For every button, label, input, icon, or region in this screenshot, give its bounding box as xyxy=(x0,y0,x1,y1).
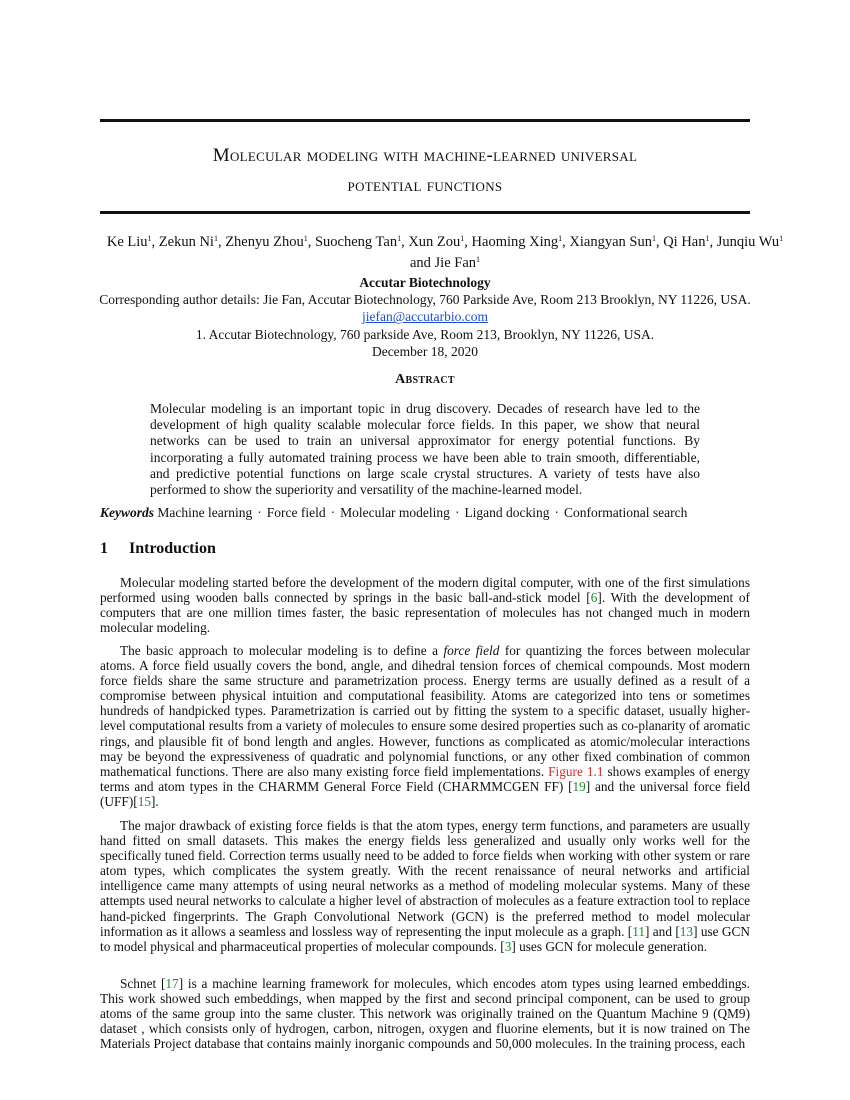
keyword-item: Conformational search xyxy=(564,505,688,520)
paragraph-3: The major drawback of existing force fields is that the atom types, energy term functions, and parameters are usually hand fitted on small datasets. This makes the energy fields less generalized and usually only works well for the specifically tuned field. Correction terms usually need to be added to force fields when working with other system or rare atom types, which complicates the system greatly. With the recent renaissance of neural networks and artificial intelligence came many attempts of using neural networks as a method of modeling molecular systems. Many of these attempts used neural networks to calculate a higher level of abstraction of molecules as a feature extraction tool to replace hand-picked fingerprints. The Graph Convolutional Network (GCN) is the preferred method to model molecular information as it allows a seamless and lossless way of representing the input molecule as a graph. [11] and [13] use GCN to model physical and pharmaceutical properties of molecular compounds. [3] uses GCN for molecule generation. xyxy=(100,818,750,954)
section-number: 1 xyxy=(100,540,108,557)
keywords-line xyxy=(100,505,750,521)
author-name: Xun Zou$^1$ xyxy=(408,234,465,250)
keyword-item: Machine learning xyxy=(157,505,253,520)
author-name: Jie Fan$^1$ xyxy=(434,255,481,271)
author-name: Qi Han$^1$ xyxy=(663,234,710,250)
author-list: Ke Liu$^1$, Zekun Ni$^1$, Zhenyu Zhou$^1$, Suocheng Tan$^1$, Xun Zou$^1$, Haoming Xing$^1$, Xiangyan Sun$^1$, Qi Han$^1$, Junqiu Wu$^1$ and Jie Fan$^1$ xyxy=(106,234,784,271)
affiliation-address: 1. Accutar Biotechnology, 760 parkside Ave, Room 213, Brooklyn, NY 11226, USA. xyxy=(195,326,655,342)
author-affiliation-mark: 1 xyxy=(651,234,656,243)
author-affiliation-mark: 1 xyxy=(460,234,465,243)
emphasis-force-field: force field xyxy=(443,643,500,658)
author-name: Xiangyan Sun$^1$ xyxy=(569,234,656,250)
citation-link[interactable]: 19 xyxy=(572,778,586,794)
keywords-items xyxy=(157,505,687,520)
abstract-text: Molecular modeling is an important topic in drug discovery. Decades of research have led to the development of high quality scalable molecular force fields. In this paper, we show that neural networks can be used to train an universal approximator for energy potential functions. By incorporating a fully automated training process we have been able to train smooth, differentiable, and predictive potential functions on large scale crystal structures. A variety of tests have also performed to show the superiority and versatility of the machine-learned model. xyxy=(150,401,700,498)
citation-link[interactable]: 13 xyxy=(679,923,694,939)
section-heading xyxy=(100,540,750,558)
citation-link[interactable]: 15 xyxy=(137,793,151,809)
figure-reference-link[interactable]: Figure 1.1 xyxy=(548,763,604,779)
author-name: Junqiu Wu$^1$ xyxy=(716,234,784,250)
author-affiliation-mark: 1 xyxy=(558,234,563,243)
author-affiliation-mark: 1 xyxy=(147,234,152,243)
corresponding-author: Corresponding author details: Jie Fan, Accutar Biotechnology, 760 Parkside Ave, Room 213 Brooklyn, NY 11226, USA. xyxy=(99,292,751,308)
citation-link[interactable]: 17 xyxy=(165,976,179,991)
paragraph-4: Schnet [17] is a machine learning framework for molecules, which encodes atom types using learned embeddings. This work showed such embeddings, when mapped by the first and second principal component, can be used to group atoms of the same group into the same cluster. This network was originally trained on the Quantum Machine 9 (QM9) dataset , which consists only of hydrogen, carbon, nitrogen, oxygen and fluorine elements, but it is now trained on The Materials Project database that contains mainly inorganic compounds and 50,000 molecules. In the training process, each xyxy=(100,976,750,1052)
author-name: Zekun Ni$^1$ xyxy=(158,234,218,250)
email-link[interactable]: jiefan@accutarbio.com xyxy=(362,309,488,325)
author-affiliation-mark: 1 xyxy=(705,234,710,243)
title-line-2: potential functions xyxy=(347,175,503,196)
paper-title xyxy=(100,141,750,201)
author-name: Haoming Xing$^1$ xyxy=(471,234,563,250)
author-affiliation-mark: 1 xyxy=(213,234,218,243)
section-title: Introduction xyxy=(129,540,216,557)
abstract-heading: Abstract xyxy=(395,372,455,387)
keyword-separator: · xyxy=(554,505,560,520)
author-name: Zhenyu Zhou$^1$ xyxy=(225,234,308,250)
author-affiliation-mark: 1 xyxy=(397,234,402,243)
citation-link[interactable]: 3 xyxy=(504,938,512,954)
keyword-separator: · xyxy=(454,505,460,520)
author-name: Ke Liu$^1$ xyxy=(106,234,152,250)
affiliation-block xyxy=(60,274,790,360)
title-line-1: Molecular modeling with machine-learned universal xyxy=(212,145,638,166)
paper-date: December 18, 2020 xyxy=(371,343,479,359)
keyword-separator: · xyxy=(257,505,262,520)
author-affiliation-mark: 1 xyxy=(476,255,481,264)
paragraph-2: The basic approach to molecular modeling is to define a force field for quantizing the forces between molecular atoms. A force field usually covers the bond, angle, and dihedral tension forces of chemical compounds. Most modern force fields share the same structure and parametrization process. Energy terms are usually defined as a result of a compromise between physical intuition and computational feasibility. Atoms are categorized into tens or sometimes hundreds of handpicked types. Parametrization is carried out by fitting the system to a specific dataset, usually higher-level computational results from a variety of molecules to ensure some desired properties such as co-planarity of aromatic rings, and plausible fit of bond length and angles. However, functions as complicated as atomic/molecular interactions may be beyond the expressiveness of quadratic and polynomial functions, or any other fixed combination of common mathematical functions. There are also many existing force field implementations. Figure 1.1 shows examples of energy terms and atom types in the CHARMM General Force Field (CHARMMCGEN FF) [19] and the universal force field (UFF)[15]. xyxy=(100,643,750,809)
keyword-item: Ligand docking xyxy=(464,505,550,520)
title-rule-top xyxy=(100,119,750,122)
keyword-item: Force field xyxy=(266,505,326,520)
author-affiliation-mark: 1 xyxy=(779,234,784,243)
citation-link[interactable]: 6 xyxy=(590,590,598,606)
affiliation-org: Accutar Biotechnology xyxy=(359,275,491,290)
citation-link[interactable]: 11 xyxy=(632,923,645,939)
title-rule-bottom xyxy=(100,211,750,214)
keyword-separator: · xyxy=(330,505,336,520)
keywords-label: Keywords xyxy=(100,505,154,520)
author-affiliation-mark: 1 xyxy=(303,234,308,243)
keyword-item: Molecular modeling xyxy=(340,505,450,520)
author-name: Suocheng Tan$^1$ xyxy=(314,234,402,250)
paragraph-1: Molecular modeling started before the development of the modern digital computer, with one of the first simulations performed using wooden balls connected by springs in the basic ball-and-stick model [6]. With the development of computers that are one million times faster, the basic representation of molecules has not changed much in modern molecular modeling. xyxy=(100,575,750,636)
